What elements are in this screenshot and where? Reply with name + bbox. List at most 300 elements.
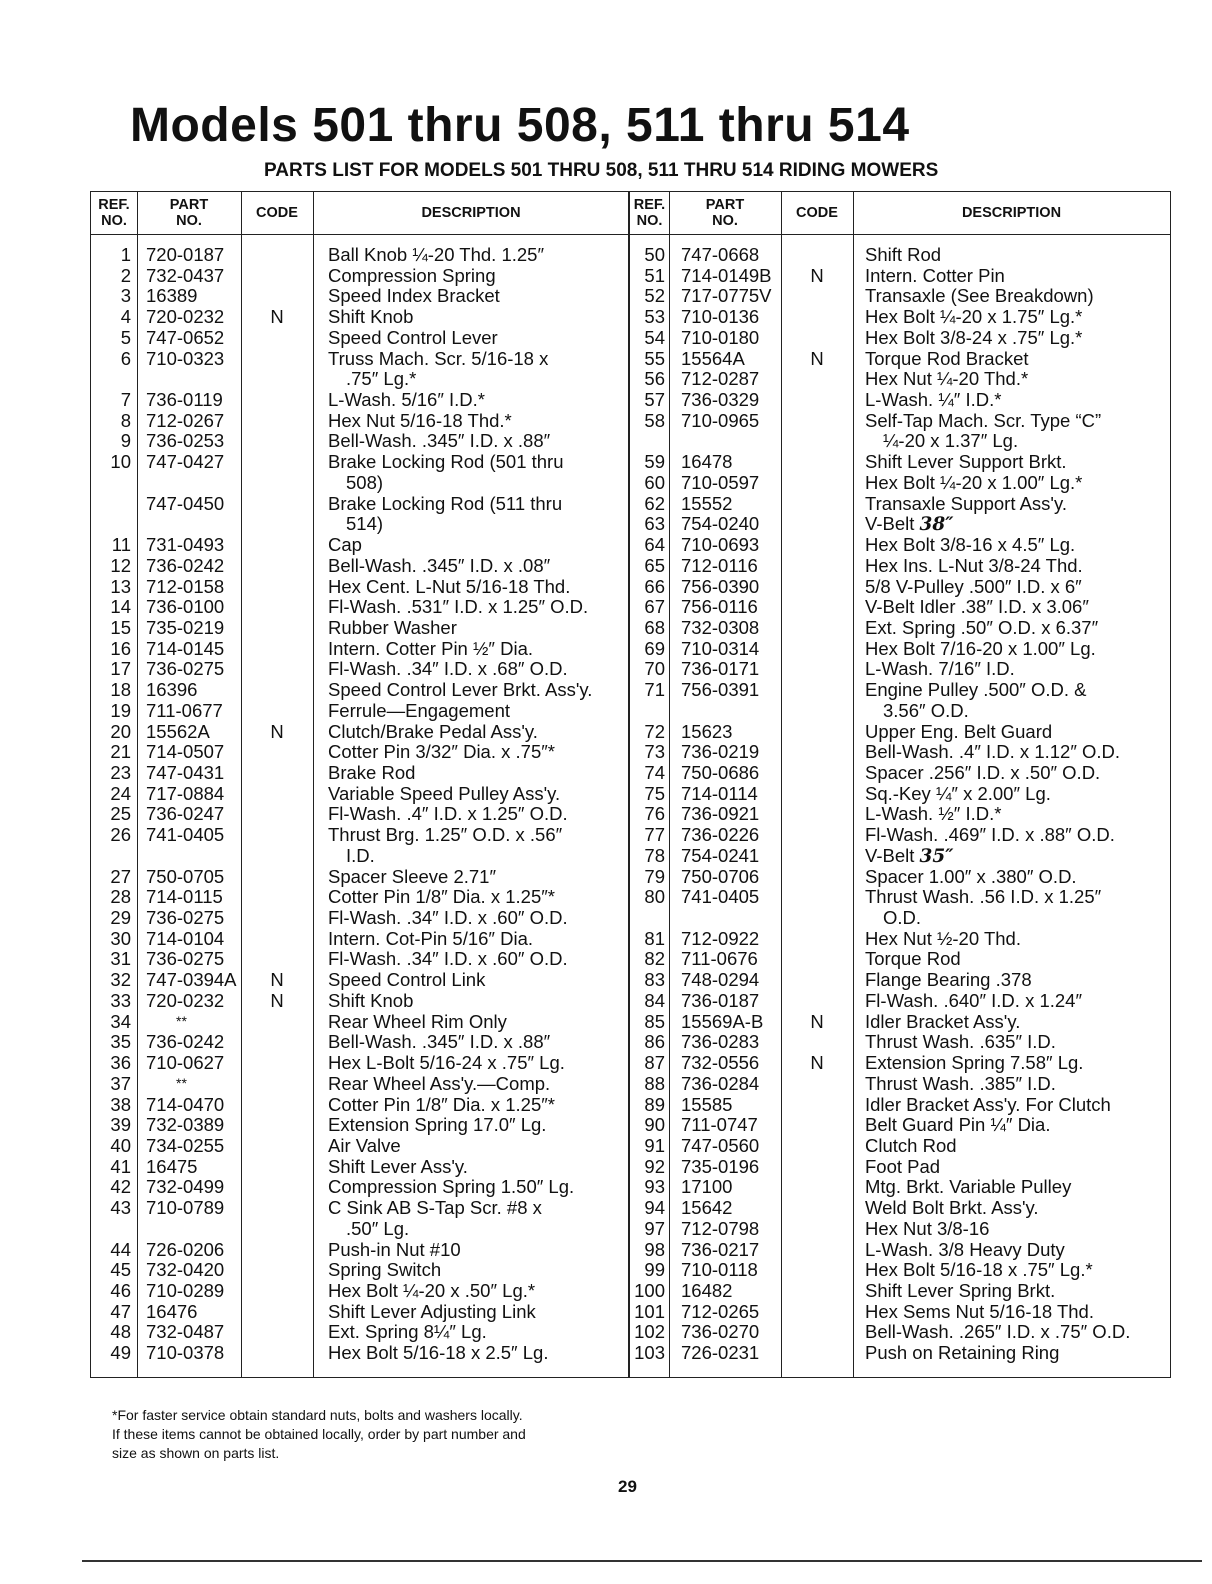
handwritten-note: 38″	[919, 514, 954, 536]
part-no: 734-0255	[146, 1134, 225, 1156]
part-no: 736-0226	[681, 824, 760, 846]
description: Bell-Wash. .4″ I.D. x 1.12″ O.D.	[865, 741, 1121, 763]
ref-no: 69	[644, 637, 665, 659]
table-row	[91, 990, 1170, 1011]
table-row	[91, 451, 1170, 472]
table-row	[91, 368, 1170, 389]
part-no: 712-0798	[681, 1217, 760, 1239]
description: Idler Bracket Ass'y.	[865, 1010, 1021, 1032]
description: Shift Lever Support Brkt.	[865, 451, 1067, 473]
table-row	[91, 389, 1170, 410]
description: 5/8 V-Pulley .500″ I.D. x 6″	[865, 575, 1082, 597]
header-code-right: CODE	[796, 205, 838, 221]
table-row	[91, 1176, 1170, 1197]
description: ¼-20 x 1.37″ Lg.	[883, 430, 1019, 452]
ref-no: 67	[644, 596, 665, 618]
ref-no: 9	[120, 430, 131, 452]
table-row	[91, 430, 1170, 451]
ref-no: 55	[644, 347, 665, 369]
table-row	[91, 472, 1170, 493]
table-row	[91, 907, 1170, 928]
part-no: 714-0114	[681, 782, 758, 804]
part-no: 750-0705	[146, 865, 225, 887]
part-no: 714-0507	[146, 741, 225, 763]
part-no: 17100	[681, 1176, 733, 1198]
ref-no: 48	[110, 1321, 131, 1343]
ref-no: 38	[110, 1093, 131, 1115]
code: N	[270, 989, 284, 1011]
part-no: 726-0206	[146, 1238, 225, 1260]
table-row	[91, 534, 1170, 555]
description: Shift Lever Spring Brkt.	[865, 1280, 1056, 1301]
description: Clutch Rod	[865, 1134, 957, 1156]
ref-no: 26	[110, 824, 131, 846]
table-row	[91, 969, 1170, 990]
table-row	[91, 783, 1170, 804]
part-no: 732-0487	[146, 1321, 225, 1343]
description: Compression Spring 1.50″ Lg.	[328, 1176, 575, 1198]
part-no: 16396	[146, 679, 198, 701]
description: Hex Cent. L-Nut 5/16-18 Thd.	[328, 575, 571, 597]
description: Mtg. Brkt. Variable Pulley	[865, 1176, 1072, 1198]
header-code: CODE	[256, 205, 298, 221]
table-row	[91, 948, 1170, 969]
table-row	[91, 700, 1170, 721]
part-no: 15623	[681, 720, 733, 742]
table-row	[91, 886, 1170, 907]
description: Cotter Pin 3/32″ Dia. x .75″*	[328, 741, 555, 763]
description: Spacer .256″ I.D. x .50″ O.D.	[865, 762, 1101, 783]
part-no: 710-0597	[681, 471, 760, 493]
part-no: 717-0775V	[681, 285, 772, 307]
part-no: 736-0217	[681, 1238, 760, 1260]
description: Thrust Wash. .635″ I.D.	[865, 1031, 1056, 1053]
ref-no: 36	[110, 1052, 131, 1074]
part-no: 714-0145	[146, 637, 225, 659]
ref-no: 68	[644, 616, 665, 638]
ref-no: 39	[110, 1114, 131, 1136]
description: Brake Locking Rod (501 thru	[328, 451, 564, 473]
part-no: 750-0706	[681, 865, 760, 887]
description: Speed Control Lever	[328, 326, 498, 348]
part-no: 736-0242	[146, 554, 225, 576]
table-row	[91, 493, 1170, 514]
part-no: 732-0437	[146, 264, 225, 286]
description: Truss Mach. Scr. 5/16-18 x	[328, 347, 549, 369]
description: Spacer 1.00″ x .380″ O.D.	[865, 865, 1077, 887]
description: Compression Spring	[328, 264, 496, 286]
ref-no: 75	[644, 782, 665, 804]
description: Extension Spring 17.0″ Lg.	[328, 1114, 547, 1136]
table-row	[91, 1135, 1170, 1156]
part-no: 710-0289	[146, 1280, 225, 1301]
ref-no: 5	[120, 326, 131, 348]
description: L-Wash. 3/8 Heavy Duty	[865, 1238, 1065, 1260]
ref-no: 15	[110, 616, 131, 638]
table-row	[91, 824, 1170, 845]
ref-no: 65	[644, 554, 665, 576]
description: Bell-Wash. .345″ I.D. x .88″	[328, 430, 551, 452]
part-no: 732-0499	[146, 1176, 225, 1198]
description: 514)	[346, 513, 384, 535]
ref-no: 52	[644, 285, 665, 307]
ref-no: 80	[644, 886, 665, 908]
ref-no: 85	[644, 1010, 665, 1032]
part-no: 756-0390	[681, 575, 760, 597]
ref-no: 42	[110, 1176, 131, 1198]
table-row	[91, 721, 1170, 742]
description: Fl-Wash. .469″ I.D. x .88″ O.D.	[865, 824, 1115, 846]
table-row	[91, 1031, 1170, 1052]
description: Speed Control Lever Brkt. Ass'y.	[328, 679, 593, 701]
ref-no: 23	[110, 762, 131, 783]
part-no: 736-0219	[681, 741, 760, 763]
description: Belt Guard Pin ¼″ Dia.	[865, 1114, 1051, 1136]
part-no: **	[176, 1012, 187, 1029]
ref-no: 57	[644, 389, 665, 411]
ref-no: 3	[120, 285, 131, 307]
table-row	[91, 244, 1170, 265]
part-no: 710-0693	[681, 534, 760, 556]
ref-no: 71	[644, 679, 665, 701]
ref-no: 44	[110, 1238, 131, 1260]
ref-no: 58	[644, 409, 665, 431]
table-row	[91, 285, 1170, 306]
description: Hex Bolt ¼-20 x .50″ Lg.*	[328, 1280, 536, 1301]
part-no: 735-0196	[681, 1155, 760, 1177]
ref-no: 1	[120, 244, 131, 265]
code: N	[270, 720, 284, 742]
part-no: **	[176, 1074, 187, 1091]
ref-no: 92	[644, 1155, 665, 1177]
part-no: 711-0676	[681, 948, 758, 970]
description: Shift Knob	[328, 306, 414, 328]
header-part-right: PART NO.	[705, 197, 745, 229]
table-row	[91, 576, 1170, 597]
table-row	[91, 1114, 1170, 1135]
part-no: 754-0241	[681, 844, 760, 866]
description: L-Wash. 5/16″ I.D.*	[328, 389, 486, 411]
description: Hex Nut ½-20 Thd.	[865, 927, 1021, 949]
description: Idler Bracket Ass'y. For Clutch	[865, 1093, 1111, 1115]
description: Hex Bolt ¼-20 x 1.75″ Lg.*	[865, 306, 1083, 328]
description: Rear Wheel Ass'y.—Comp.	[328, 1072, 551, 1094]
header-ref: REF. NO.	[98, 197, 130, 229]
description: Hex Bolt 3/8-16 x 4.5″ Lg.	[865, 534, 1076, 556]
ref-no: 40	[110, 1134, 131, 1156]
description: .50″ Lg.	[346, 1217, 410, 1239]
table-row	[91, 410, 1170, 431]
part-no: 736-0270	[681, 1321, 760, 1343]
description: Brake Rod	[328, 762, 416, 783]
ref-no: 64	[644, 534, 665, 556]
table-row	[91, 513, 1170, 534]
table-row	[91, 741, 1170, 762]
part-no: 710-0789	[146, 1197, 225, 1219]
description: Shift Lever Ass'y.	[328, 1155, 468, 1177]
table-row	[91, 1073, 1170, 1094]
ref-no: 89	[644, 1093, 665, 1115]
ref-no: 20	[110, 720, 131, 742]
table-row	[91, 866, 1170, 887]
part-no: 714-0149B	[681, 264, 772, 286]
description: Spring Switch	[328, 1259, 442, 1281]
ref-no: 53	[644, 306, 665, 328]
description: Push-in Nut #10	[328, 1238, 461, 1260]
description: Shift Knob	[328, 989, 414, 1011]
table-row	[91, 1239, 1170, 1260]
description: Brake Locking Rod (511 thru	[328, 492, 563, 514]
description: Engine Pulley .500″ O.D. &	[865, 679, 1087, 701]
description: O.D.	[883, 907, 922, 929]
ref-no: 70	[644, 658, 665, 680]
description: Extension Spring 7.58″ Lg.	[865, 1052, 1084, 1074]
table-row	[91, 555, 1170, 576]
table-row	[91, 306, 1170, 327]
ref-no: 16	[110, 637, 131, 659]
ref-no: 98	[644, 1238, 665, 1260]
description: Hex Bolt ¼-20 x 1.00″ Lg.*	[865, 471, 1083, 493]
ref-no: 29	[110, 907, 131, 929]
part-no: 736-0283	[681, 1031, 760, 1053]
ref-no: 56	[644, 368, 665, 390]
part-no: 735-0219	[146, 616, 225, 638]
description: Hex Sems Nut 5/16-18 Thd.	[865, 1300, 1094, 1322]
description: Variable Speed Pulley Ass'y.	[328, 782, 561, 804]
ref-no: 2	[120, 264, 131, 286]
code: N	[810, 1052, 824, 1074]
table-row	[91, 1301, 1170, 1322]
part-no: 714-0104	[146, 927, 225, 949]
table-row	[91, 1280, 1170, 1301]
ref-no: 72	[644, 720, 665, 742]
description: Hex Bolt 5/16-18 x 2.5″ Lg.	[328, 1342, 549, 1364]
code: N	[810, 1010, 824, 1032]
part-no: 720-0187	[146, 244, 225, 265]
footnote-line: If these items cannot be obtained locally, order by part number and	[112, 1426, 526, 1442]
part-no: 711-0677	[146, 699, 223, 721]
ref-no: 6	[120, 347, 131, 369]
part-no: 15552	[681, 492, 733, 514]
description: V-Belt 38″	[865, 513, 954, 536]
part-no: 15585	[681, 1093, 733, 1115]
description: Intern. Cotter Pin	[865, 264, 1005, 286]
ref-no: 13	[110, 575, 131, 597]
part-no: 16476	[146, 1300, 198, 1322]
description: L-Wash. ¼″ I.D.*	[865, 389, 1002, 411]
part-no: 712-0287	[681, 368, 760, 390]
code: N	[270, 306, 284, 328]
description: Fl-Wash. .34″ I.D. x .68″ O.D.	[328, 658, 568, 680]
description: Fl-Wash. .34″ I.D. x .60″ O.D.	[328, 907, 568, 929]
ref-no: 100	[634, 1280, 665, 1301]
part-no: 741-0405	[146, 824, 225, 846]
ref-no: 35	[110, 1031, 131, 1053]
part-no: 736-0119	[146, 389, 223, 411]
part-no: 732-0308	[681, 616, 760, 638]
ref-no: 32	[110, 969, 131, 991]
description: Ball Knob ¼-20 Thd. 1.25″	[328, 244, 545, 265]
header-part: PART NO.	[169, 197, 209, 229]
footnote	[112, 1406, 526, 1463]
description: Transaxle (See Breakdown)	[865, 285, 1094, 307]
description: Fl-Wash. .4″ I.D. x 1.25″ O.D.	[328, 803, 568, 825]
ref-no: 51	[644, 264, 665, 286]
description: Ferrule—Engagement	[328, 699, 511, 721]
ref-no: 41	[110, 1155, 131, 1177]
description: Foot Pad	[865, 1155, 941, 1177]
table-row	[91, 845, 1170, 866]
description: V-Belt 35″	[865, 844, 954, 867]
part-no: 15569A-B	[681, 1010, 764, 1032]
ref-no: 30	[110, 927, 131, 949]
part-no: 712-0265	[681, 1300, 760, 1322]
part-no: 16475	[146, 1155, 198, 1177]
part-no: 741-0405	[681, 886, 760, 908]
table-row	[91, 1218, 1170, 1239]
table-row	[91, 617, 1170, 638]
description: Speed Index Bracket	[328, 285, 500, 307]
part-no: 736-0284	[681, 1072, 760, 1094]
table-row	[91, 1011, 1170, 1032]
header-description: DESCRIPTION	[421, 205, 521, 221]
description: Hex Nut ¼-20 Thd.*	[865, 368, 1029, 390]
description: Hex Bolt 5/16-18 x .75″ Lg.*	[865, 1259, 1093, 1281]
part-no: 710-0118	[681, 1259, 758, 1281]
part-no: 710-0136	[681, 306, 760, 328]
ref-no: 43	[110, 1197, 131, 1219]
part-no: 756-0116	[681, 596, 758, 618]
table-row	[91, 1259, 1170, 1280]
part-no: 732-0556	[681, 1052, 760, 1074]
part-no: 732-0389	[146, 1114, 225, 1136]
ref-no: 17	[110, 658, 131, 680]
description: Bell-Wash. .265″ I.D. x .75″ O.D.	[865, 1321, 1131, 1343]
ref-no: 83	[644, 969, 665, 991]
ref-no: 21	[110, 741, 131, 763]
description: Spacer Sleeve 2.71″	[328, 865, 497, 887]
description: Fl-Wash. .34″ I.D. x .60″ O.D.	[328, 948, 568, 970]
part-no: 15562A	[146, 720, 210, 742]
footnote-line: *For faster service obtain standard nuts, bolts and washers locally.	[112, 1407, 523, 1423]
ref-no: 60	[644, 471, 665, 493]
ref-no: 31	[110, 948, 131, 970]
ref-no: 101	[634, 1300, 665, 1322]
part-no: 736-0275	[146, 907, 225, 929]
footnote-line: size as shown on parts list.	[112, 1445, 280, 1461]
ref-no: 37	[110, 1072, 131, 1094]
part-no: 712-0116	[681, 554, 758, 576]
part-no: 756-0391	[681, 679, 760, 701]
part-no: 754-0240	[681, 513, 760, 535]
part-no: 712-0158	[146, 575, 225, 597]
table-row	[91, 1052, 1170, 1073]
ref-no: 19	[110, 699, 131, 721]
ref-no: 88	[644, 1072, 665, 1094]
table-header	[91, 192, 1170, 235]
part-no: 16482	[681, 1280, 733, 1301]
ref-no: 25	[110, 803, 131, 825]
description: Hex Nut 3/8-16	[865, 1217, 990, 1239]
ref-no: 47	[110, 1300, 131, 1322]
ref-no: 14	[110, 596, 131, 618]
description: Hex L-Bolt 5/16-24 x .75″ Lg.	[328, 1052, 565, 1074]
part-no: 726-0231	[681, 1342, 760, 1364]
part-no: 748-0294	[681, 969, 760, 991]
part-no: 747-0668	[681, 244, 760, 265]
part-no: 712-0922	[681, 927, 760, 949]
ref-no: 94	[644, 1197, 665, 1219]
part-no: 15564A	[681, 347, 745, 369]
description: Torque Rod Bracket	[865, 347, 1029, 369]
part-no: 15642	[681, 1197, 733, 1219]
description: Bell-Wash. .345″ I.D. x .88″	[328, 1031, 551, 1053]
ref-no: 24	[110, 782, 131, 804]
ref-no: 82	[644, 948, 665, 970]
ref-no: 76	[644, 803, 665, 825]
ref-no: 84	[644, 989, 665, 1011]
ref-no: 33	[110, 989, 131, 1011]
header-description-right: DESCRIPTION	[961, 205, 1062, 221]
part-no: 747-0431	[146, 762, 225, 783]
ref-no: 12	[110, 554, 131, 576]
part-no: 714-0470	[146, 1093, 225, 1115]
description: Torque Rod	[865, 948, 961, 970]
code: N	[810, 347, 824, 369]
part-no: 736-0242	[146, 1031, 225, 1053]
part-no: 736-0171	[681, 658, 760, 680]
description: Bell-Wash. .345″ I.D. x .08″	[328, 554, 551, 576]
ref-no: 90	[644, 1114, 665, 1136]
table-row	[91, 1321, 1170, 1342]
ref-no: 49	[110, 1342, 131, 1364]
code: N	[270, 969, 284, 991]
description: Self-Tap Mach. Scr. Type “C”	[865, 409, 1102, 431]
part-no: 710-0323	[146, 347, 225, 369]
part-no: 736-0100	[146, 596, 225, 618]
part-no: 731-0493	[146, 534, 225, 556]
table-row	[91, 1094, 1170, 1115]
description: .75″ Lg.*	[346, 368, 417, 390]
description: Fl-Wash. .531″ I.D. x 1.25″ O.D.	[328, 596, 589, 618]
description: Sq.-Key ¼″ x 2.00″ Lg.	[865, 782, 1051, 804]
ref-no: 73	[644, 741, 665, 763]
description: 508)	[346, 471, 384, 493]
ref-no: 81	[644, 927, 665, 949]
table-row	[91, 638, 1170, 659]
ref-no: 103	[634, 1342, 665, 1364]
page-bottom-rule	[82, 1560, 1202, 1562]
table-row	[91, 1156, 1170, 1177]
ref-no: 18	[110, 679, 131, 701]
parts-list-subtitle: PARTS LIST FOR MODELS 501 THRU 508, 511 THRU 514 RIDING MOWERS	[264, 160, 939, 181]
part-no: 712-0267	[146, 409, 225, 431]
description: Cap	[328, 534, 362, 556]
header-ref-right: REF. NO.	[633, 197, 666, 229]
ref-no: 11	[111, 534, 131, 556]
part-no: 710-0965	[681, 409, 760, 431]
ref-no: 78	[644, 844, 665, 866]
table-row	[91, 658, 1170, 679]
description: Thrust Brg. 1.25″ O.D. x .56″	[328, 824, 563, 846]
part-no: 736-0247	[146, 803, 225, 825]
description: Flange Bearing .378	[865, 969, 1032, 991]
table-row	[91, 679, 1170, 700]
description: Intern. Cotter Pin ½″ Dia.	[328, 637, 533, 659]
part-no: 16478	[681, 451, 733, 473]
description: Thrust Wash. .56 I.D. x 1.25″	[865, 886, 1102, 908]
description: Shift Lever Adjusting Link	[328, 1300, 536, 1322]
